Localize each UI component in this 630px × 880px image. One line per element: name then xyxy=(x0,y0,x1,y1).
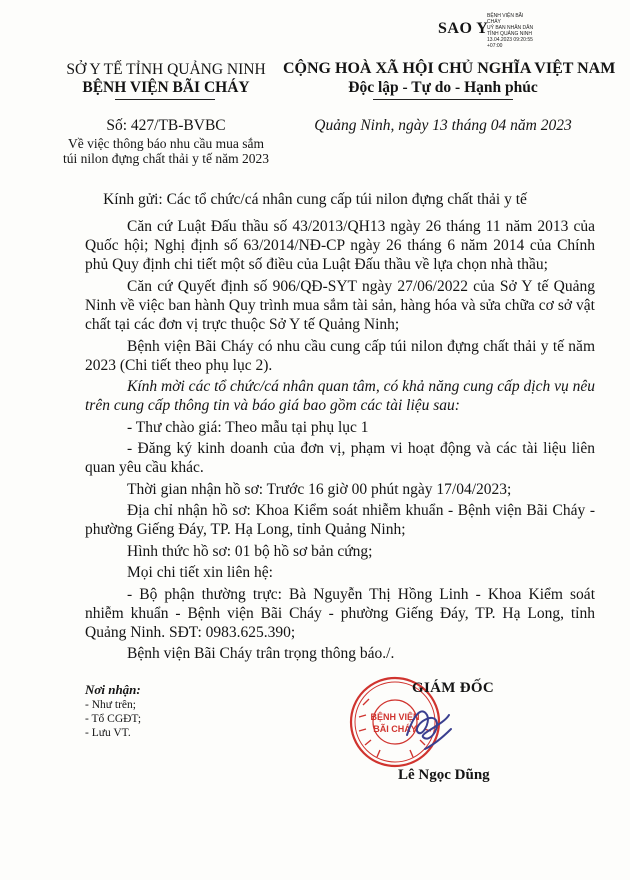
recipients-list-item: - Lưu VT. xyxy=(85,727,131,739)
director-title: GIÁM ĐỐC xyxy=(412,680,494,696)
body-paragraph: Bệnh viện Bãi Cháy có nhu cầu cung cấp túi nilon đựng chất thải y tế năm 2023 (Chi tiết theo phụ lục 2). xyxy=(85,337,595,374)
recipient-line: Kính gửi: Các tổ chức/cá nhân cung cấp túi nilon đựng chất thải y tế xyxy=(103,191,527,208)
motto-underline-divider xyxy=(373,99,513,100)
body-paragraph: Căn cứ Luật Đấu thầu số 43/2013/QH13 ngày 26 tháng 11 năm 2013 của Quốc hội; Nghị định số 63/2014/NĐ-CP ngày 26 tháng 6 năm 2014 của Chính phủ Quy định chi tiết một số điều của Luật Đấu thầu về lựa chọn nhà thầu; xyxy=(85,218,595,274)
body-paragraph: - Đăng ký kinh doanh của đơn vị, phạm vi hoạt động và các tài liệu liên quan yêu cầu khác. xyxy=(85,440,595,477)
organization-name: SỞ Y TẾ TỈNH QUẢNG NINH xyxy=(66,61,266,78)
recipients-list-item: - Tổ CGĐT; xyxy=(85,713,142,725)
document-number: Số: 427/TB-BVBC xyxy=(106,117,226,134)
body-paragraph: Bệnh viện Bãi Cháy trân trọng thông báo./. xyxy=(127,645,395,663)
national-motto: Độc lập - Tự do - Hạnh phúc xyxy=(348,79,538,96)
document-subject-line: túi nilon đựng chất thải y tế năm 2023 xyxy=(62,151,270,166)
org-underline-divider xyxy=(115,99,215,100)
body-paragraph: Hình thức hồ sơ: 01 bộ hồ sơ bản cứng; xyxy=(127,542,373,560)
national-title: CỘNG HOÀ XÃ HỘI CHỦ NGHĨA VIỆT NAM xyxy=(283,60,616,77)
body-paragraph: Mọi chi tiết xin liên hệ: xyxy=(127,564,273,582)
body-paragraph: Địa chỉ nhận hồ sơ: Khoa Kiểm soát nhiễm khuẩn - Bệnh viện Bãi Cháy - phường Giếng Đáy, TP. Hạ Long, tỉnh Quảng Ninh; xyxy=(85,502,595,539)
place-and-date: Quảng Ninh, ngày 13 tháng 04 năm 2023 xyxy=(314,117,572,134)
seal-text-line: BÃI CHÁY xyxy=(373,724,417,734)
body-paragraph: Kính mời các tổ chức/cá nhân quan tâm, có khả năng cung cấp dịch vụ nêu trên cung cấp thông tin và báo giá bao gồm các tài liệu sau: xyxy=(85,378,595,415)
body-paragraph: - Bộ phận thường trực: Bà Nguyễn Thị Hồng Linh - Khoa Kiểm soát nhiễm khuẩn - Bệnh viện Bãi Cháy - phường Giếng Đáy, TP. Hạ Long, tỉnh Quảng Ninh. SĐT: 0983.625.390; xyxy=(85,585,595,641)
copy-stamp-label: SAO Y xyxy=(438,20,489,37)
body-paragraph: - Thư chào giá: Theo mẫu tại phụ lục 1 xyxy=(127,418,369,436)
document-subject-line: Về việc thông báo nhu cầu mua sắm xyxy=(67,136,265,151)
recipients-list-item: - Như trên; xyxy=(85,699,136,711)
digital-signature-line: 13.04.2023 09:20:55 xyxy=(487,37,533,43)
body-paragraph: Thời gian nhận hồ sơ: Trước 16 giờ 00 phút ngày 17/04/2023; xyxy=(127,480,512,498)
recipients-title: Nơi nhận: xyxy=(85,682,141,697)
body-paragraph: Căn cứ Quyết định số 906/QĐ-SYT ngày 27/06/2022 của Sở Y tế Quảng Ninh về việc ban hành Quy trình mua sắm tài sản, hàng hóa và sửa chữa cơ sở vật chất tại các đơn vị trực thuộc Sở Y tế Quảng Ninh; xyxy=(85,277,595,334)
digital-signature-line: UỶ BAN NHÂN DÂN xyxy=(487,25,534,31)
digital-signature-line: +07:00 xyxy=(487,43,503,49)
hospital-name: BỆNH VIỆN BÃI CHÁY xyxy=(82,79,250,96)
digital-signature-info xyxy=(487,13,597,49)
digital-signature-line: BỆNH VIỆN BÃI xyxy=(487,13,524,19)
recipients-list xyxy=(85,698,141,740)
seal-text-line: BỆNH VIỆN xyxy=(370,712,420,722)
digital-signature-line: TỈNH QUẢNG NINH xyxy=(487,31,532,37)
digital-signature-line: CHÁY xyxy=(487,19,501,25)
signer-name: Lê Ngọc Dũng xyxy=(398,767,490,783)
document-body xyxy=(85,217,595,666)
